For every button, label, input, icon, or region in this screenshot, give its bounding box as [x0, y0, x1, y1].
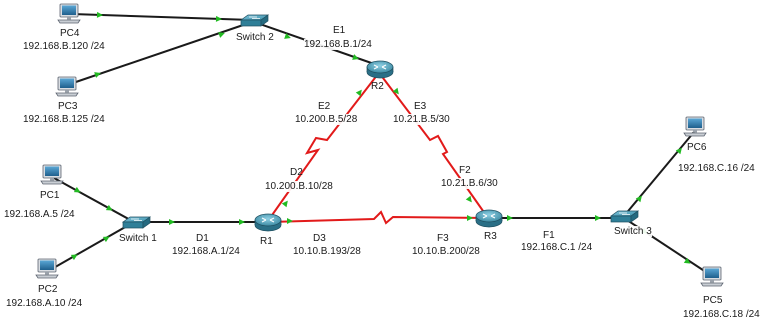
interface-e3-ip: 10.21.B.5/30: [393, 114, 450, 125]
link-up-indicator: [239, 219, 245, 225]
interface-e1-ip: 192.168.B.1/24: [304, 39, 372, 50]
link-up-indicator: [467, 215, 473, 221]
router-r3-icon[interactable]: [476, 210, 502, 227]
pc6-ip: 192.168.C.16 /24: [678, 163, 755, 174]
switch2-name: Switch 2: [236, 32, 274, 43]
pc2-icon[interactable]: [36, 259, 58, 278]
pc1-icon[interactable]: [41, 165, 63, 184]
pc5-ip: 192.168.C.18 /24: [683, 309, 760, 320]
interface-f2-name: F2: [459, 165, 471, 176]
router-r2-name: R2: [371, 81, 384, 92]
router-r2-icon[interactable]: [367, 61, 393, 78]
interface-d3-name: D3: [313, 233, 326, 244]
interface-f3-name: F3: [437, 233, 449, 244]
router-r1-name: R1: [260, 236, 273, 247]
link-r2-r3-serial: [380, 74, 488, 218]
switch1-name: Switch 1: [119, 233, 157, 244]
link-pc2-switch1: [50, 222, 134, 270]
interface-d2-ip: 10.200.B.10/28: [265, 181, 333, 192]
pc4-icon[interactable]: [58, 4, 80, 23]
interface-f1-ip: 192.168.C.1 /24: [521, 242, 593, 253]
interface-d3-ip: 10.10.B.193/28: [293, 246, 361, 257]
pc5-name: PC5: [703, 295, 723, 306]
pc6-name: PC6: [687, 142, 707, 153]
interface-f2-ip: 10.21.B.6/30: [441, 178, 498, 189]
link-pc6-switch3: [624, 132, 694, 216]
link-up-indicator: [97, 12, 103, 18]
switch2-icon[interactable]: [241, 15, 268, 26]
interface-e2-ip: 10.200.B.5/28: [295, 114, 358, 125]
interface-d1-name: D1: [196, 233, 209, 244]
router-r1-icon[interactable]: [255, 214, 281, 231]
interface-f1-name: F1: [543, 230, 555, 241]
interface-e1-name: E1: [333, 25, 346, 36]
interface-d2-name: D2: [290, 167, 303, 178]
router-r3-name: R3: [484, 231, 497, 242]
link-up-indicator: [216, 16, 222, 22]
pc3-icon[interactable]: [56, 77, 78, 96]
pc4-ip: 192.168.B.120 /24: [23, 41, 105, 52]
switch3-icon[interactable]: [611, 211, 638, 222]
pc4-name: PC4: [60, 28, 80, 39]
pc2-ip: 192.168.A.10 /24: [6, 298, 83, 309]
pc5-icon[interactable]: [701, 267, 723, 286]
link-up-indicator: [287, 218, 293, 224]
switch3-name: Switch 3: [614, 226, 652, 237]
pc2-name: PC2: [38, 284, 58, 295]
link-up-indicator: [595, 215, 601, 221]
pc3-name: PC3: [58, 101, 78, 112]
link-up-indicator: [169, 219, 175, 225]
interface-e3-name: E3: [414, 101, 427, 112]
pc1-ip: 192.168.A.5 /24: [4, 209, 75, 220]
interface-e2-name: E2: [318, 101, 331, 112]
pc6-icon[interactable]: [684, 117, 706, 136]
link-up-indicator: [507, 215, 513, 221]
pc3-ip: 192.168.B.125 /24: [23, 114, 105, 125]
interface-f3-ip: 10.10.B.200/28: [412, 246, 480, 257]
link-r1-r3-serial: [270, 212, 488, 223]
interface-d1-ip: 192.168.A.1/24: [172, 246, 240, 257]
link-r2-r1-serial: [270, 74, 378, 218]
pc1-name: PC1: [40, 190, 60, 201]
